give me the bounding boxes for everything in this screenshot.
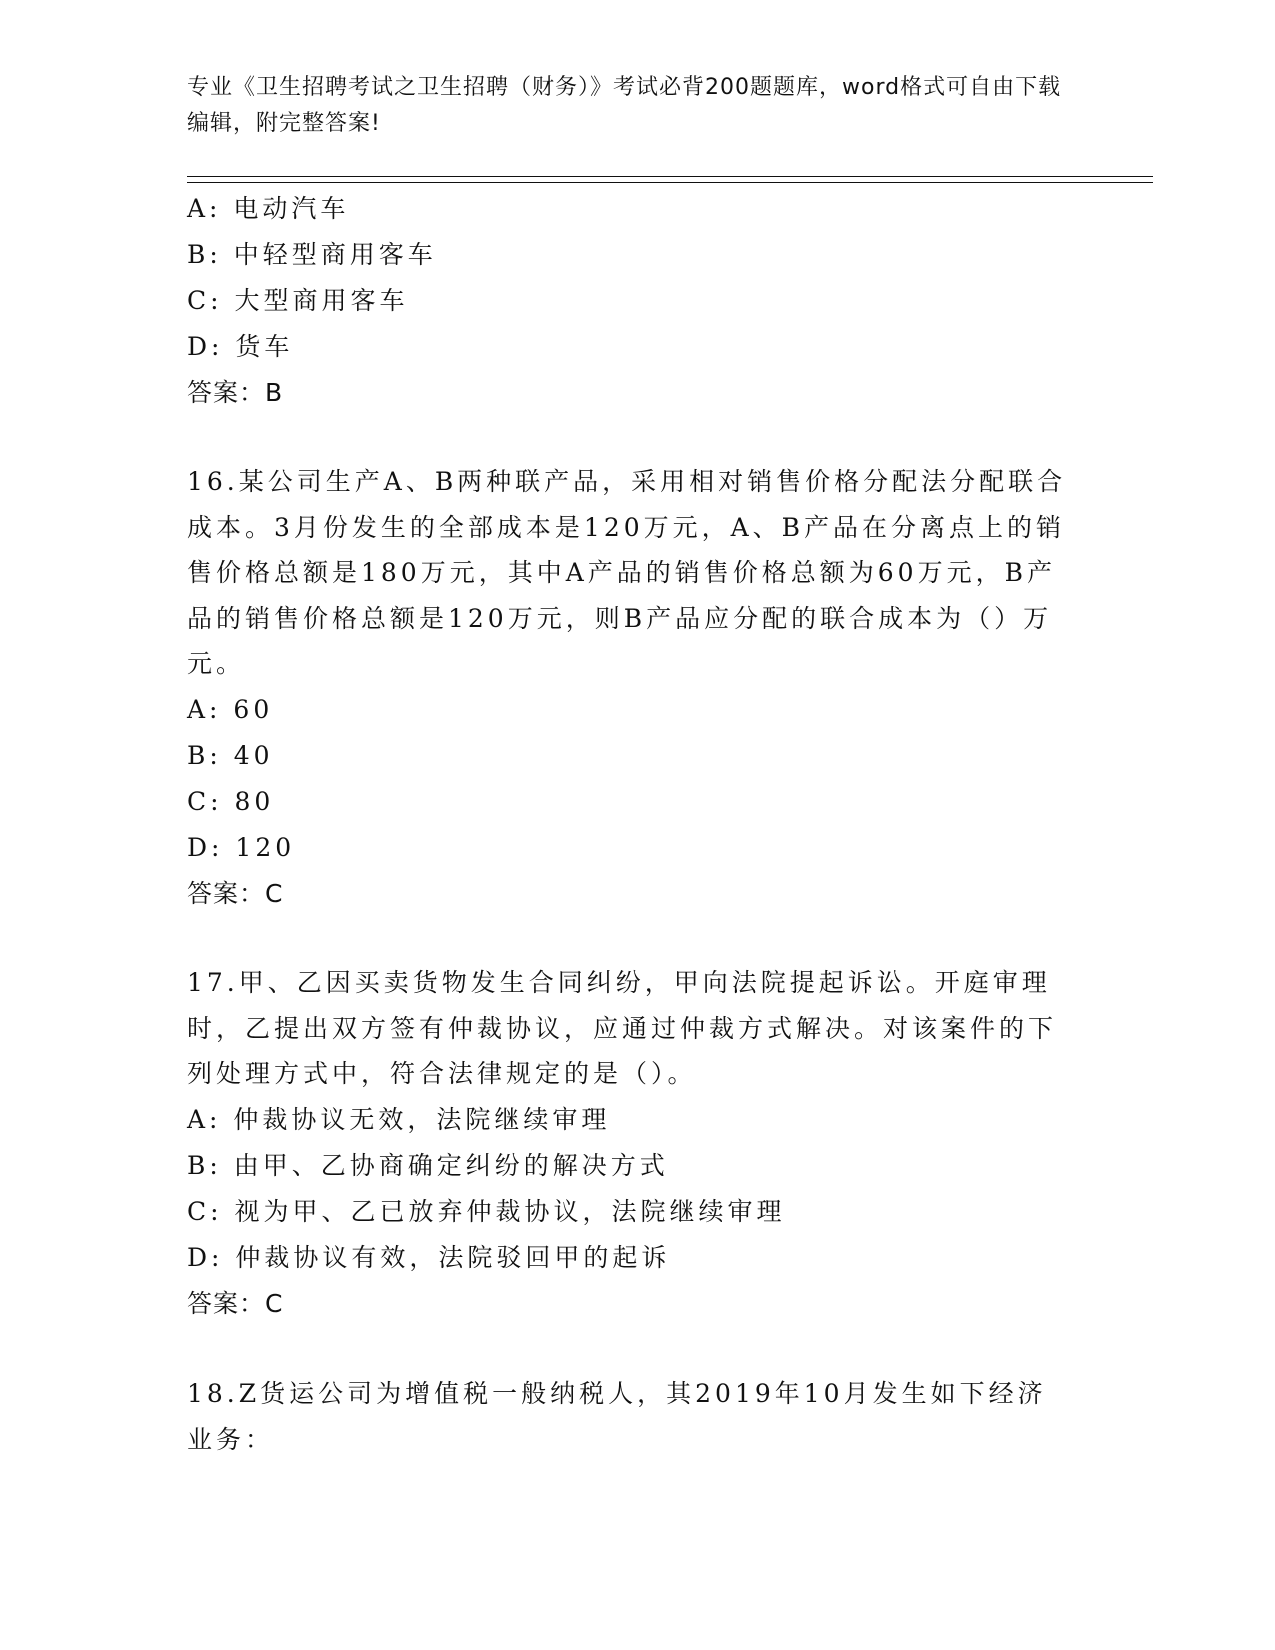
option-b: B: 由甲、乙协商确定纠纷的解决方式 bbox=[187, 1150, 669, 1180]
option-b: B: 40 bbox=[187, 740, 274, 770]
answer: 答案：C bbox=[187, 1288, 284, 1318]
option-b: B: 中轻型商用客车 bbox=[187, 240, 437, 269]
document-header: 专业《卫生招聘考试之卫生招聘（财务）》考试必背200题题库，word格式可自由下载编辑，附完整答案! bbox=[187, 75, 1062, 136]
answer: 答案：C bbox=[187, 878, 284, 908]
question-17 bbox=[187, 960, 1087, 1327]
question-text: 18.Z货运公司为增值税一般纳税人，其2019年10月发生如下经济业务： bbox=[187, 1379, 1047, 1454]
header-divider-bottom bbox=[187, 182, 1153, 183]
option-a: A: 电动汽车 bbox=[187, 194, 350, 223]
option-d: D: 仲裁协议有效，法院驳回甲的起诉 bbox=[187, 1242, 671, 1272]
option-a: A: 仲裁协议无效，法院继续审理 bbox=[187, 1104, 611, 1134]
header-divider-top bbox=[187, 176, 1153, 177]
option-d: D: 120 bbox=[187, 832, 296, 862]
option-d: D: 货车 bbox=[187, 332, 294, 361]
option-c: C: 80 bbox=[187, 786, 275, 816]
option-c: C: 视为甲、乙已放弃仲裁协议，法院继续审理 bbox=[187, 1196, 786, 1226]
question-16 bbox=[187, 459, 1087, 917]
question-text: 16.某公司生产A、B两种联产品，采用相对销售价格分配法分配联合成本。3月份发生的全部成本是120万元，A、B产品在分离点上的销售价格总额是180万元，其中A产品的销售价格总额为60万元，B产品的销售价格总额是120万元，则B产品应分配的联合成本为（）万元。 bbox=[187, 467, 1067, 679]
option-c: C: 大型商用客车 bbox=[187, 286, 409, 315]
option-a: A: 60 bbox=[187, 694, 274, 724]
answer: 答案：B bbox=[187, 378, 284, 407]
question-text: 17.甲、乙因买卖货物发生合同纠纷，甲向法院提起诉讼。开庭审理时，乙提出双方签有仲裁协议，应通过仲裁方式解决。对该案件的下列处理方式中，符合法律规定的是（）。 bbox=[187, 968, 1058, 1089]
question-18 bbox=[187, 1371, 1087, 1462]
question-15 bbox=[187, 186, 1087, 416]
